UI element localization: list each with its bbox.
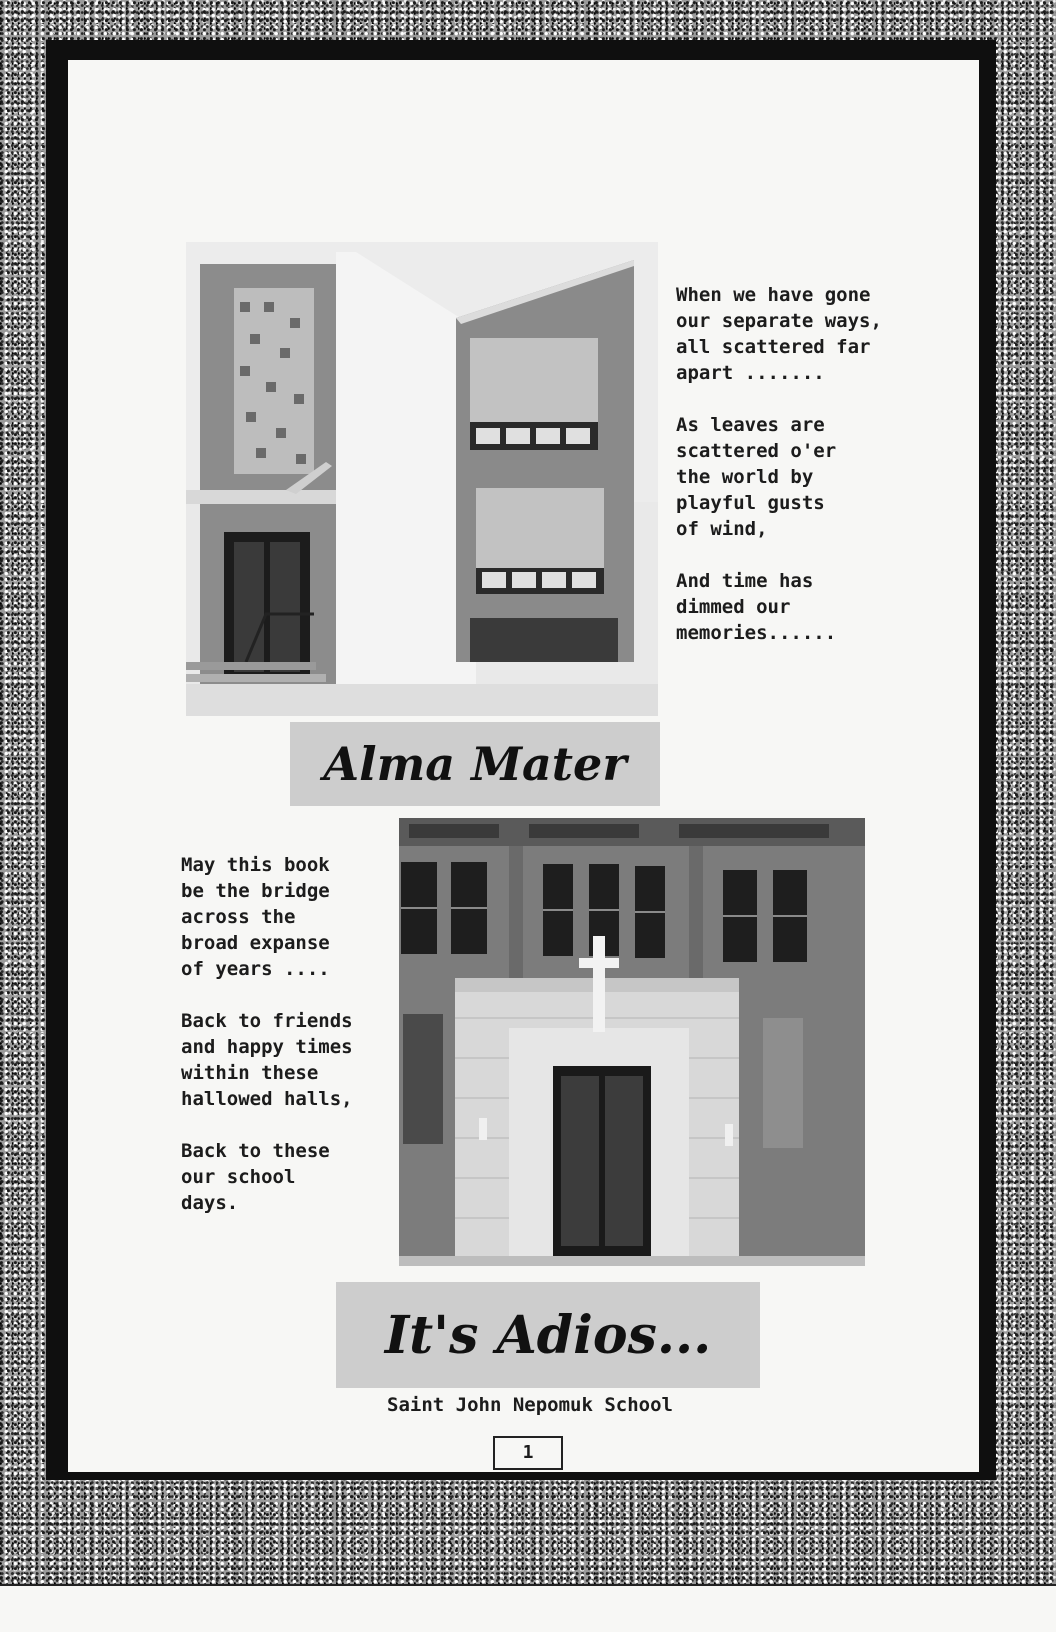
verse-top-right [676, 282, 916, 672]
modern-school-building-photo [186, 242, 658, 716]
bottom-margin [0, 1586, 1056, 1632]
verse-stanza: Back to these our school days. [181, 1140, 330, 1214]
adios-caption: It's Adios... [336, 1282, 760, 1388]
old-school-building-photo [399, 818, 865, 1266]
verse-bottom-left [181, 852, 401, 1242]
page-number: 1 [493, 1436, 563, 1470]
verse-stanza: May this book be the bridge across the broad expanse of years .... [181, 854, 330, 980]
verse-stanza: Back to friends and happy times within these hallowed halls, [181, 1010, 353, 1110]
verse-stanza: As leaves are scattered o'er the world by playful gusts of wind, [676, 414, 837, 540]
alma-mater-caption: Alma Mater [290, 722, 660, 806]
verse-stanza: When we have gone our separate ways, all scattered far apart ....... [676, 284, 882, 384]
verse-stanza: And time has dimmed our memories...... [676, 570, 837, 644]
school-name: Saint John Nepomuk School [387, 1394, 673, 1416]
